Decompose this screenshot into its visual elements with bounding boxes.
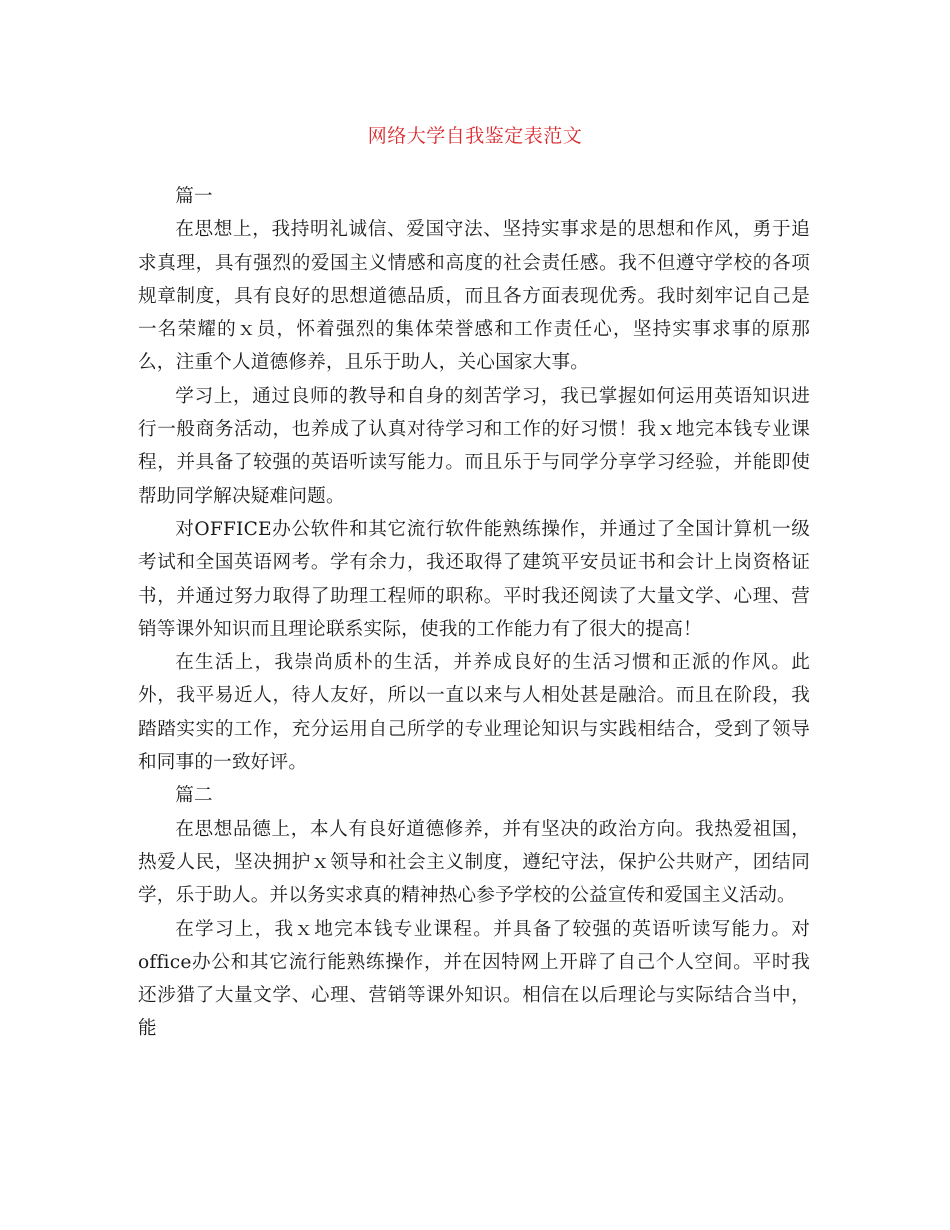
paragraph-morality: 在思想品德上，本人有良好道德修养，并有坚决的政治方向。我热爱祖国，热爱人民，坚决拥护ｘ领导和社会主义制度，遵纪守法，保护公共财产，团结同学，乐于助人。并以务实求真的精神热心参予学校的公益宣传和爱国主义活动。 <box>138 818 810 907</box>
document-title: 网络大学自我鉴定表范文 <box>367 125 583 147</box>
paragraph-study: 学习上，通过良师的教导和自身的刻苦学习，我已掌握如何运用英语知识进行一般商务活动，也养成了认真对待学习和工作的好习惯！我ｘ地完本钱专业课程，并具备了较强的英语听读写能力。而且乐于与同学分享学习经验，并能即使帮助同学解决疑难问题。 <box>138 385 810 507</box>
section-heading-1: 篇一 <box>175 186 213 207</box>
paragraph-life: 在生活上，我崇尚质朴的生活，并养成良好的生活习惯和正派的作风。此外，我平易近人，待人友好，所以一直以来与人相处甚是融洽。而且在阶段，我踏踏实实的工作，充分运用自己所学的专业理论知识与实践相结合，受到了领导和同事的一致好评。 <box>138 652 810 774</box>
paragraph-learning: 在学习上，我ｘ地完本钱专业课程。并具备了较强的英语听读写能力。对office办公和其它流行能熟练操作，并在因特网上开辟了自己个人空间。平时我还涉猎了大量文学、心理、营销等课外知识。相信在以后理论与实际结合当中，能 <box>138 918 810 1040</box>
section-heading-2: 篇二 <box>175 785 213 807</box>
paragraph-ideology: 在思想上，我持明礼诚信、爱国守法、坚持实事求是的思想和作风，勇于追求真理，具有强烈的爱国主义情感和高度的社会责任感。我不但遵守学校的各项规章制度，具有良好的思想道德品质，而且各方面表现优秀。我时刻牢记自己是一名荣耀的ｘ员，怀着强烈的集体荣誉感和工作责任心，坚持实事求事的原那么，注重个人道德修养，且乐于助人，关心国家大事。 <box>138 219 810 374</box>
paragraph-skills: 对OFFICE办公软件和其它流行软件能熟练操作，并通过了全国计算机一级考试和全国英语网考。学有余力，我还取得了建筑平安员证书和会计上岗资格证书，并通过努力取得了助理工程师的职称。平时我还阅读了大量文学、心理、营销等课外知识而且理论联系实际，使我的工作能力有了很大的提高！ <box>138 518 810 640</box>
document-body <box>138 180 810 1046</box>
